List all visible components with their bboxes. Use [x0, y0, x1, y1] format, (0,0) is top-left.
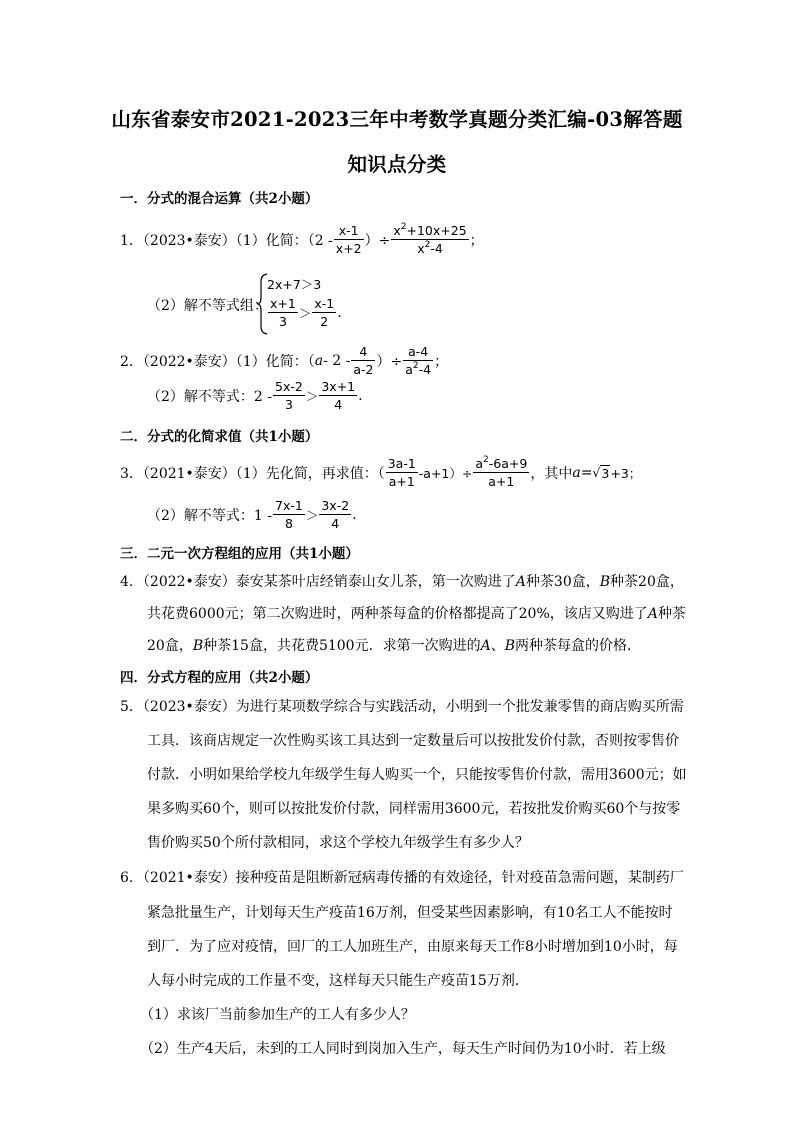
question-2-part-2: （2）解不等式：2 - $\frac{5x-2}{3}$ ＞ $\frac{3x+1}{4}$ .: [147, 379, 363, 412]
question-6-line-2: 紧急批量生产，计划每天生产疫苗16万剂，但受某些因素影响，有10名工人不能按时: [147, 905, 673, 921]
inequality-system: [257, 273, 367, 335]
system-row-2: $\frac{x+1}{3}$ ＞ $\frac{x-1}{2}$ .: [270, 296, 342, 329]
question-5-line-1: 5．（2023•泰安）为进行某项数学综合与实践活动，小明到一个批发兼零售的商店购买所需: [120, 699, 684, 715]
question-6-line-3: 到厂．为了应对疫情，回厂的工人加班生产，由原来每天工作8小时增加到10小时，每: [147, 939, 678, 955]
question-5-line-3: 付款．小明如果给学校九年级学生每人购买一个，只能按零售价付款，需用3600元；如: [147, 767, 687, 783]
q1-tail: ；: [469, 232, 484, 249]
question-5-line-4: 果多购买60个，则可以按批发价付款，同样需用3600元，若按批发价购买60个与按零: [147, 801, 681, 817]
document-title: 山东省泰安市2021-2023三年中考数学真题分类汇编-03解答题: [111, 108, 683, 131]
question-6-line-4: 人每小时完成的工作量不变，这样每天只能生产疫苗15万剂．: [147, 973, 529, 989]
question-1-part-2-label: （2）解不等式组：: [147, 298, 268, 314]
document-subtitle: 知识点分类: [347, 153, 447, 176]
question-3-part-2: （2）解不等式：1 - $\frac{7x-1}{8}$ ＞ $\frac{3x-2}{4}$ .: [147, 498, 357, 531]
section-heading-4: 四．分式方程的应用（共2小题）: [120, 670, 319, 686]
question-2-part-1: 2．（2022•泰安）（1）化简：（ a - 2 - $\frac{4}{a-2}$ ）÷ $\frac{a-4}{a^2-4}$ ；: [120, 344, 449, 377]
section-heading-3: 三．二元一次方程组的应用（共1小题）: [120, 546, 359, 562]
question-1-part-1: [120, 222, 484, 257]
question-4-line-2: 共花费6000元；第二次购进时，两种茶每盒的价格都提高了20%，该店又购进了A种茶: [147, 606, 686, 622]
question-6-line-1: 6．（2021•泰安）接种疫苗是阻断新冠病毒传播的有效途径，针对疫苗急需问题，某制药厂: [120, 870, 684, 886]
question-5-line-5: 售价购买50个所付款相同，求这个学校九年级学生有多少人？: [147, 835, 529, 851]
question-5-line-2: 工具．该商店规定一次性购买该工具达到一定数量后可以按批发价付款，否则按零售价: [147, 733, 679, 749]
section-heading-1: 一．分式的混合运算（共2小题）: [120, 191, 319, 207]
q1-fraction-1: $\frac{x-1}{x+2}$: [335, 223, 362, 256]
section-heading-2: 二．分式的化简求值（共1小题）: [120, 429, 319, 445]
q1-lead: 1．（2023•泰安）（1）化简：（2 -: [120, 232, 333, 249]
system-row-1: 2x+7＞3: [267, 277, 322, 292]
q1-mid: ）÷: [364, 232, 391, 249]
question-4-line-3: 20盒，B种茶15盒，共花费5100元．求第一次购进的A、B两种茶每盒的价格．: [147, 638, 641, 654]
question-4-line-1: 4．（2022•泰安）泰安某茶叶店经销泰山女儿茶，第一次购进了A种茶30盒，B种茶20盒，: [120, 574, 684, 590]
question-6-sub-1: （1）求该厂当前参加生产的工人有多少人？: [140, 1007, 415, 1023]
question-6-sub-2: （2）生产4天后，未到的工人同时到岗加入生产，每天生产时间仍为10小时．若上级: [140, 1041, 666, 1057]
question-3-part-1: 3．（2021•泰安）（1）先化简，再求值：（ $\frac{3a-1}{a+1}$ -a+1）÷ $\frac{a^2-6a+9}{a+1}$ ，其中 a = √ 3 +3；: [120, 455, 642, 489]
q1-fraction-2: $\frac{x^2+10x+25}{x^2-4}$: [393, 222, 467, 256]
